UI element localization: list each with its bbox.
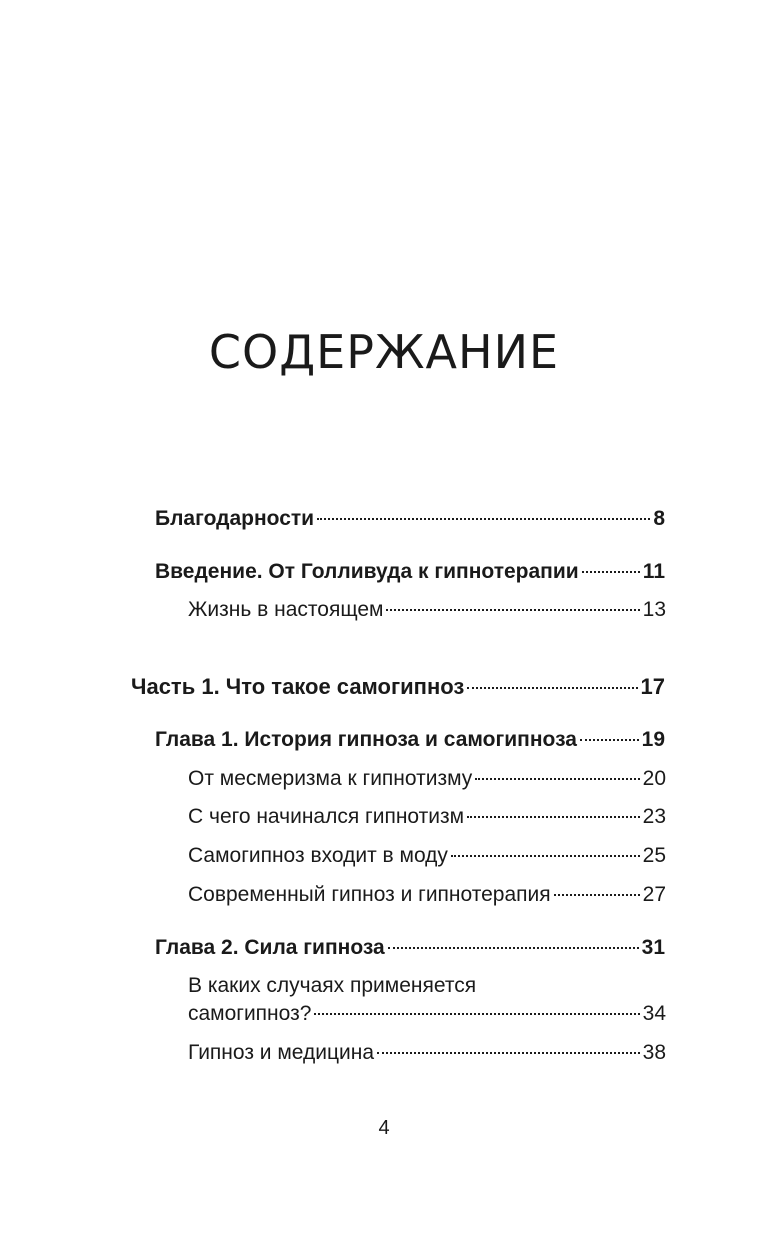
dot-leader	[554, 894, 640, 896]
toc-entry-page: 8	[653, 507, 665, 530]
dot-leader	[317, 518, 650, 520]
dot-leader	[467, 816, 640, 818]
dot-leader	[451, 855, 640, 857]
toc-entry-page: 17	[640, 674, 665, 699]
toc-entry-page: 23	[642, 805, 666, 828]
toc-entry-label-line1: В каких случаях применяется	[188, 974, 477, 997]
toc-entry-label: Введение. От Голливуда к гипнотерапии	[155, 560, 579, 583]
toc-entry-page: 31	[641, 936, 665, 959]
toc-entry-hypnotism-beginnings[interactable]	[188, 803, 666, 831]
toc-entry-life-in-present[interactable]	[188, 596, 666, 624]
toc-entry-page: 34	[642, 1002, 666, 1025]
dot-leader	[580, 739, 639, 741]
toc-entry-acknowledgements[interactable]	[155, 505, 665, 533]
toc-entry-label: Глава 2. Сила гипноза	[155, 936, 385, 959]
dot-leader	[377, 1052, 640, 1054]
dot-leader	[467, 687, 637, 689]
toc-entry-label: Жизнь в настоящем	[188, 598, 384, 621]
toc-entry-label-line2: самогипноз?	[188, 1002, 312, 1025]
toc-entry-when-applied[interactable]	[188, 972, 666, 1028]
toc-entry-chapter-2[interactable]	[155, 934, 665, 962]
toc-entry-page: 13	[642, 598, 666, 621]
toc-entry-page: 25	[642, 844, 666, 867]
toc-entry-hypnosis-medicine[interactable]	[188, 1039, 666, 1067]
toc-entry-mesmerism[interactable]	[188, 765, 666, 793]
toc-entry-page: 27	[642, 883, 666, 906]
toc-entry-label: Самогипноз входит в моду	[188, 844, 448, 867]
toc-entry-introduction[interactable]	[155, 558, 665, 586]
dot-leader	[388, 947, 639, 949]
toc-entry-label: Благодарности	[155, 507, 315, 530]
toc-entry-page: 11	[642, 560, 665, 583]
toc-entry-chapter-1[interactable]	[155, 726, 665, 754]
toc-entry-label: Глава 1. История гипноза и самогипноза	[155, 728, 577, 751]
dot-leader	[314, 1013, 639, 1015]
page-number: 4	[378, 1117, 390, 1139]
page-title: СОДЕРЖАНИЕ	[208, 325, 560, 379]
dot-leader	[386, 609, 639, 611]
toc-entry-page: 38	[642, 1041, 666, 1064]
toc-entry-label: От месмеризма к гипнотизму	[188, 767, 473, 790]
toc-entry-label: Гипноз и медицина	[188, 1041, 375, 1064]
toc-entry-label: Современный гипноз и гипнотерапия	[188, 883, 551, 906]
toc-entry-page: 19	[641, 728, 665, 751]
dot-leader	[475, 778, 639, 780]
toc-entry-second-line	[188, 1000, 666, 1028]
toc-entry-label: Часть 1. Что такое самогипноз	[131, 674, 465, 699]
toc-entry-label: С чего начинался гипнотизм	[188, 805, 465, 828]
toc-entry-page: 20	[642, 767, 666, 790]
toc-entry-modern-hypnosis[interactable]	[188, 881, 666, 909]
toc-entry-part-1[interactable]	[131, 673, 665, 701]
dot-leader	[582, 571, 640, 573]
toc-entry-self-hypnosis-fashion[interactable]	[188, 842, 666, 870]
